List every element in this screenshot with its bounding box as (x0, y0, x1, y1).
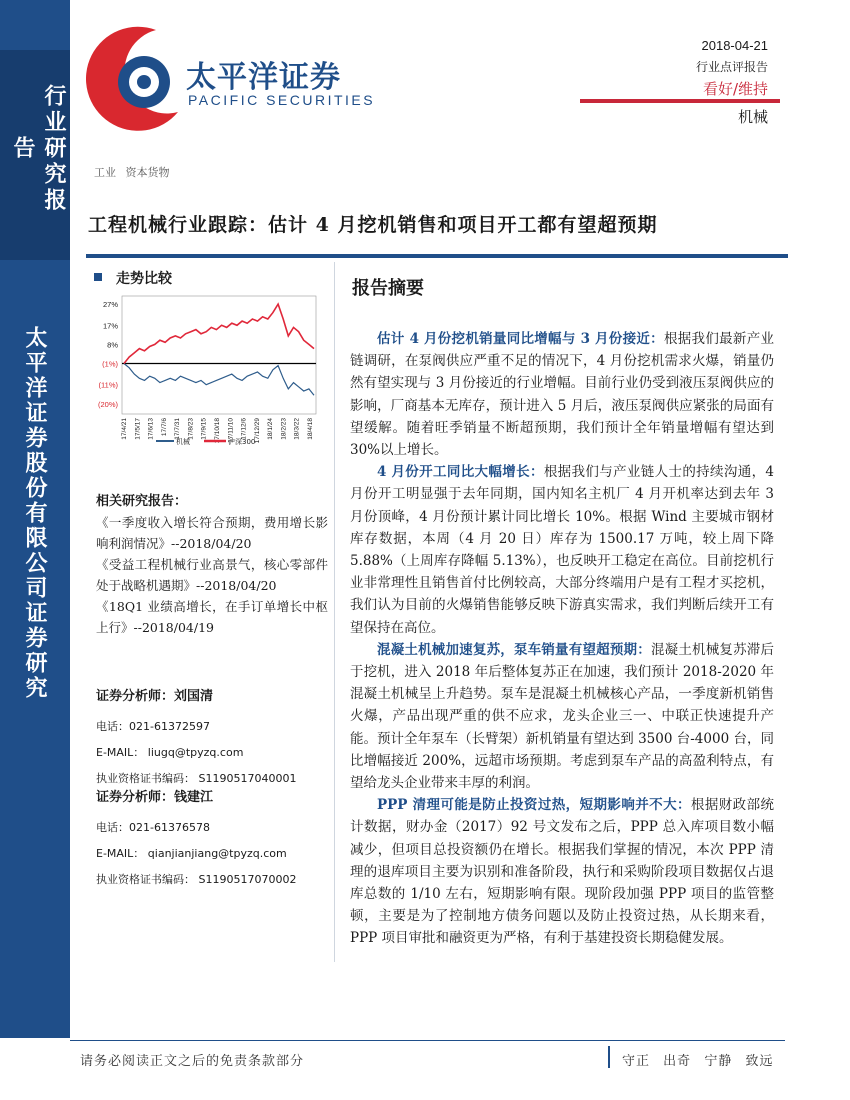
related-report-item[interactable]: 《18Q1 业绩高增长，在手订单增长中枢上行》--2018/04/19 (96, 599, 328, 635)
summary-paragraph (350, 794, 774, 949)
sidebar-report-label: 行业研究报告 (10, 84, 67, 214)
motto-word: 出奇 (663, 1054, 692, 1069)
motto-word: 守正 (622, 1054, 651, 1069)
company-logo-icon (86, 20, 180, 140)
x-tick-label: 17/7/6 (160, 418, 168, 437)
summary-text: 根据财政部统计数据，财办金（2017）92 号文发布之后，PPP 总入库项目数小幅减少，但项目总投资额仍在增长。根据我们掌握的情况，本次 PPP 清理的退库项目主要为识别和准备阶段，执行和采购阶段项目数据仅占退库总数的 1/10 左右，短期影响有限。现阶段加强 PPP 项目的监管整顿，主要是为了控制地方债务问题以及防止投资过热，从长期来看，PPP 项目审批和融资更为严格，有利于基建投资长期稳健发展。 (350, 797, 775, 947)
summary-paragraph (350, 461, 774, 639)
y-tick-label: 27% (102, 300, 118, 310)
sidebar-company-label: 太平洋证券股份有限公司证券研究 (22, 325, 48, 701)
series-line (124, 304, 314, 363)
analyst-name: 证券分析师：刘国清 (96, 689, 214, 704)
y-tick-label: 8% (107, 340, 118, 350)
legend-label: 机械 (176, 438, 190, 446)
x-tick-label: 18/4/18 (307, 418, 314, 440)
report-type: 行业点评报告 (695, 60, 768, 74)
analyst-name: 证券分析师：钱建江 (96, 790, 214, 805)
y-tick-label: (20%) (97, 399, 118, 409)
footer-divider (70, 1040, 785, 1041)
rating-label: 看好/维持 (702, 80, 768, 98)
trend-chart (86, 290, 326, 450)
analyst-cert: 执业资格证书编码： S1190517040001 (96, 772, 297, 785)
summary-lead: 混凝土机械加速复苏，泵车销量有望超预期： (377, 641, 651, 658)
company-name-en: PACIFIC SECURITIES (188, 92, 376, 108)
summary-text: 混凝土机械复苏滞后于挖机，进入 2018 年后整体复苏正在加速，我们预计 2018-2020 年混凝土机械呈上升趋势。泵车是混凝土机械核心产品，一季度新机销售火爆，产品出现严重的供不应求，龙头企业三一、中联正快速提升产能。预计全年泵车（长臂架）新机销量有望达到 3500 台-4000 台，同比增幅接近 200%，远超市场预期。考虑到泵车产品的高盈利特点，有望给龙头企业带来丰厚的利润。 (350, 641, 775, 792)
trend-heading-text: 走势比较 (116, 271, 172, 287)
analyst-card (96, 685, 328, 792)
analyst-email[interactable]: E-MAIL： qianjianjiang@tpyzq.com (96, 847, 287, 860)
sector-label: 机械 (737, 108, 768, 126)
x-tick-label: 17/6/13 (147, 418, 155, 440)
footer-bar (608, 1046, 610, 1068)
bullet-square-icon (94, 273, 102, 281)
summary-text: 根据我们最新产业链调研，在泵阀供应严重不足的情况下，4 月份挖机需求火爆，销量仍然有望实现与 3 月份接近的行业增幅。目前行业仍受到液压泵阀供应的影响，厂商基本无库存，预计进入 5 月后，液压泵阀供应紧张的局面有望缓解。随着旺季销量不断超预期，我们预计全年销量增幅有望达到 30%以上增长。 (350, 331, 774, 459)
trend-heading (94, 268, 172, 288)
summary-paragraph (350, 328, 774, 461)
x-tick-label: 17/9/15 (200, 418, 208, 440)
related-reports-list (96, 512, 328, 638)
x-tick-label: 17/12/6 (240, 418, 248, 440)
analyst-phone: 电话：021-61376578 (96, 821, 210, 834)
summary-body (350, 328, 774, 950)
category-item: 资本货物 (125, 166, 170, 179)
column-divider (334, 262, 335, 962)
summary-heading: 报告摘要 (352, 278, 424, 299)
summary-lead: PPP 清理可能是防止投资过热，短期影响并不大： (377, 797, 691, 814)
summary-paragraph (350, 639, 774, 794)
x-tick-label: 17/10/18 (214, 418, 221, 444)
analyst-phone: 电话：021-61372597 (96, 720, 210, 733)
x-tick-label: 18/2/23 (280, 418, 288, 440)
footer-motto (622, 1050, 781, 1069)
x-tick-label: 17/8/23 (187, 418, 195, 440)
x-tick-label: 17/4/21 (121, 418, 128, 440)
y-tick-label: (1%) (102, 359, 118, 369)
analyst-card (96, 786, 328, 893)
chart-frame (122, 296, 316, 414)
report-date: 2018-04-21 (701, 38, 768, 53)
summary-text: 根据我们与产业链人士的持续沟通，4 月份开工明显强于去年同期，国内知名主机厂 4 月开机率达到去年 3 月份顶峰，4 月份预计累计同比增长 10%。根据 Wind 主要城市钢材库存数据，本周（4 月 20 日）库存为 1500.17 万吨，较上周下降 5.88%（上周库存降幅 5.13%），也反映开工稳定在高位。目前挖机行业非常理性且销售首付比例较高，大部分终端用户是有工程才买挖机，我们认为目前的火爆销售能够反映下游真实需求，我们判断后续开工有望保持在高位。 (350, 464, 775, 636)
company-name-cn: 太平洋证券 (186, 60, 341, 95)
related-report-item[interactable]: 《一季度收入增长符合预期，费用增长影响利润情况》--2018/04/20 (96, 515, 328, 551)
x-tick-label: 17/12/29 (253, 418, 261, 444)
page-title: 工程机械行业跟踪：估计 4 月挖机销售和项目开工都有望超预期 (88, 214, 658, 236)
related-report-item[interactable]: 《受益工程机械行业高景气，核心零部件处于战略机遇期》--2018/04/20 (96, 557, 328, 593)
category-breadcrumb (94, 164, 176, 180)
motto-word: 致远 (745, 1054, 774, 1069)
x-tick-label: 18/3/22 (293, 418, 301, 440)
y-tick-label: (11%) (98, 380, 118, 390)
summary-lead: 估计 4 月份挖机销量同比增幅与 3 月份接近： (377, 331, 664, 347)
x-tick-label: 18/1/24 (267, 418, 275, 440)
summary-lead: 4 月份开工同比大幅增长： (377, 464, 544, 481)
x-tick-label: 17/7/31 (174, 418, 182, 440)
x-tick-label: 17/5/17 (134, 418, 142, 440)
header-red-rule (580, 99, 780, 103)
y-tick-label: 17% (102, 321, 118, 331)
category-item: 工业 (94, 166, 116, 179)
legend-label: 沪深300 (228, 438, 256, 446)
motto-word: 宁静 (704, 1054, 733, 1069)
x-tick-label: 17/11/10 (227, 418, 235, 443)
analyst-email[interactable]: E-MAIL： liugq@tpyzq.com (96, 746, 244, 759)
title-divider (86, 254, 788, 258)
footer-disclaimer[interactable]: 请务必阅读正文之后的免责条款部分 (80, 1054, 305, 1069)
related-reports-heading: 相关研究报告： (96, 494, 188, 509)
series-line (124, 364, 314, 396)
analyst-cert: 执业资格证书编码： S1190517070002 (96, 873, 297, 886)
